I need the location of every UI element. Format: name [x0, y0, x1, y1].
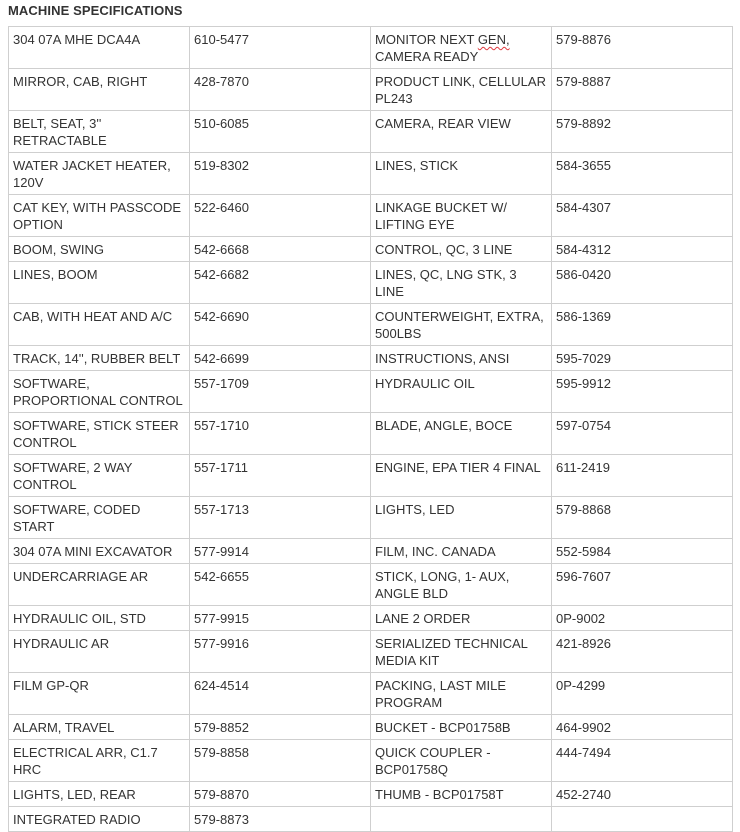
item-name-cell: QUICK COUPLER - BCP01758Q	[371, 740, 552, 782]
item-name-cell: THUMB - BCP01758T	[371, 782, 552, 807]
item-name-cell: BOOM, SWING	[9, 237, 190, 262]
part-number-cell: 624-4514	[190, 673, 371, 715]
part-number-cell: 577-9916	[190, 631, 371, 673]
part-number-cell: 557-1713	[190, 497, 371, 539]
item-name-cell: ALARM, TRAVEL	[9, 715, 190, 740]
item-name-cell: MONITOR NEXT GEN, CAMERA READY	[371, 27, 552, 69]
part-number-cell: 610-5477	[190, 27, 371, 69]
item-name-cell: STICK, LONG, 1- AUX, ANGLE BLD	[371, 564, 552, 606]
item-name-cell: LINKAGE BUCKET W/ LIFTING EYE	[371, 195, 552, 237]
item-name-cell: 304 07A MINI EXCAVATOR	[9, 539, 190, 564]
part-number-cell: 579-8887	[552, 69, 733, 111]
table-row	[9, 673, 733, 715]
spellcheck-word: GEN,	[477, 32, 510, 47]
item-name-cell: INTEGRATED RADIO	[9, 807, 190, 832]
item-name-cell: MIRROR, CAB, RIGHT	[9, 69, 190, 111]
item-name-cell: BELT, SEAT, 3'' RETRACTABLE	[9, 111, 190, 153]
table-row	[9, 740, 733, 782]
part-number-cell: 595-7029	[552, 346, 733, 371]
table-row	[9, 27, 733, 69]
part-number-cell: 586-1369	[552, 304, 733, 346]
table-row	[9, 497, 733, 539]
part-number-cell: 0P-9002	[552, 606, 733, 631]
part-number-cell: 584-3655	[552, 153, 733, 195]
part-number-cell: 584-4312	[552, 237, 733, 262]
item-name-cell: BUCKET - BCP01758B	[371, 715, 552, 740]
item-name-cell: CAT KEY, WITH PASSCODE OPTION	[9, 195, 190, 237]
page-title: MACHINE SPECIFICATIONS	[8, 3, 183, 18]
item-name-cell: LINES, BOOM	[9, 262, 190, 304]
part-number-cell: 542-6682	[190, 262, 371, 304]
part-number-cell: 519-8302	[190, 153, 371, 195]
part-number-cell: 510-6085	[190, 111, 371, 153]
part-number-cell: 421-8926	[552, 631, 733, 673]
table-row	[9, 455, 733, 497]
table-row	[9, 715, 733, 740]
table-row	[9, 631, 733, 673]
part-number-cell: 579-8873	[190, 807, 371, 832]
item-name-cell: ELECTRICAL ARR, C1.7 HRC	[9, 740, 190, 782]
item-name-cell: BLADE, ANGLE, BOCE	[371, 413, 552, 455]
part-number-cell: 596-7607	[552, 564, 733, 606]
part-number-cell: 542-6690	[190, 304, 371, 346]
item-name-cell: LIGHTS, LED	[371, 497, 552, 539]
part-number-cell: 597-0754	[552, 413, 733, 455]
table-row	[9, 237, 733, 262]
part-number-cell: 577-9914	[190, 539, 371, 564]
part-number-cell: 584-4307	[552, 195, 733, 237]
table-row	[9, 69, 733, 111]
table-row	[9, 539, 733, 564]
table-row	[9, 195, 733, 237]
item-name-cell: FILM GP-QR	[9, 673, 190, 715]
part-number-cell: 579-8852	[190, 715, 371, 740]
part-number-cell: 579-8876	[552, 27, 733, 69]
part-number-cell: 611-2419	[552, 455, 733, 497]
table-row	[9, 782, 733, 807]
item-name-cell: SOFTWARE, PROPORTIONAL CONTROL	[9, 371, 190, 413]
item-name-cell: HYDRAULIC OIL	[371, 371, 552, 413]
part-number-cell: 542-6699	[190, 346, 371, 371]
item-name-cell: SOFTWARE, STICK STEER CONTROL	[9, 413, 190, 455]
item-name-cell: HYDRAULIC OIL, STD	[9, 606, 190, 631]
table-row	[9, 346, 733, 371]
item-name-cell: PRODUCT LINK, CELLULAR PL243	[371, 69, 552, 111]
item-name-cell: PACKING, LAST MILE PROGRAM	[371, 673, 552, 715]
item-name-cell: HYDRAULIC AR	[9, 631, 190, 673]
part-number-cell: 579-8868	[552, 497, 733, 539]
item-name-cell: COUNTERWEIGHT, EXTRA, 500LBS	[371, 304, 552, 346]
table-row	[9, 371, 733, 413]
table-row	[9, 304, 733, 346]
item-name-cell: SERIALIZED TECHNICAL MEDIA KIT	[371, 631, 552, 673]
part-number-cell: 595-9912	[552, 371, 733, 413]
item-name-cell: WATER JACKET HEATER, 120V	[9, 153, 190, 195]
item-name-cell: 304 07A MHE DCA4A	[9, 27, 190, 69]
part-number-cell: 579-8858	[190, 740, 371, 782]
part-number-cell: 464-9902	[552, 715, 733, 740]
specifications-table-body	[9, 27, 733, 832]
part-number-cell: 586-0420	[552, 262, 733, 304]
item-name-cell: LINES, STICK	[371, 153, 552, 195]
item-name-cell: LIGHTS, LED, REAR	[9, 782, 190, 807]
part-number-cell: 0P-4299	[552, 673, 733, 715]
part-number-cell: 428-7870	[190, 69, 371, 111]
part-number-cell: 579-8870	[190, 782, 371, 807]
item-name-cell: CAMERA, REAR VIEW	[371, 111, 552, 153]
part-number-cell: 552-5984	[552, 539, 733, 564]
specifications-table	[8, 26, 733, 832]
table-row	[9, 413, 733, 455]
part-number-cell: 452-2740	[552, 782, 733, 807]
table-row	[9, 111, 733, 153]
part-number-cell: 542-6668	[190, 237, 371, 262]
item-name-cell: LANE 2 ORDER	[371, 606, 552, 631]
part-number-cell: 579-8892	[552, 111, 733, 153]
part-number-cell: 557-1710	[190, 413, 371, 455]
part-number-cell: 577-9915	[190, 606, 371, 631]
item-name-cell: LINES, QC, LNG STK, 3 LINE	[371, 262, 552, 304]
table-row	[9, 606, 733, 631]
item-name-cell: FILM, INC. CANADA	[371, 539, 552, 564]
part-number-cell: 557-1709	[190, 371, 371, 413]
item-name-cell: CONTROL, QC, 3 LINE	[371, 237, 552, 262]
item-name-cell: TRACK, 14'', RUBBER BELT	[9, 346, 190, 371]
table-row	[9, 262, 733, 304]
table-row	[9, 153, 733, 195]
part-number-cell: 522-6460	[190, 195, 371, 237]
item-name-cell: INSTRUCTIONS, ANSI	[371, 346, 552, 371]
item-name-cell: CAB, WITH HEAT AND A/C	[9, 304, 190, 346]
item-name-cell: UNDERCARRIAGE AR	[9, 564, 190, 606]
part-number-cell: 444-7494	[552, 740, 733, 782]
table-row	[9, 564, 733, 606]
item-name-cell: ENGINE, EPA TIER 4 FINAL	[371, 455, 552, 497]
part-number-cell: 557-1711	[190, 455, 371, 497]
item-name-cell: SOFTWARE, CODED START	[9, 497, 190, 539]
item-name-cell: SOFTWARE, 2 WAY CONTROL	[9, 455, 190, 497]
part-number-cell: 542-6655	[190, 564, 371, 606]
